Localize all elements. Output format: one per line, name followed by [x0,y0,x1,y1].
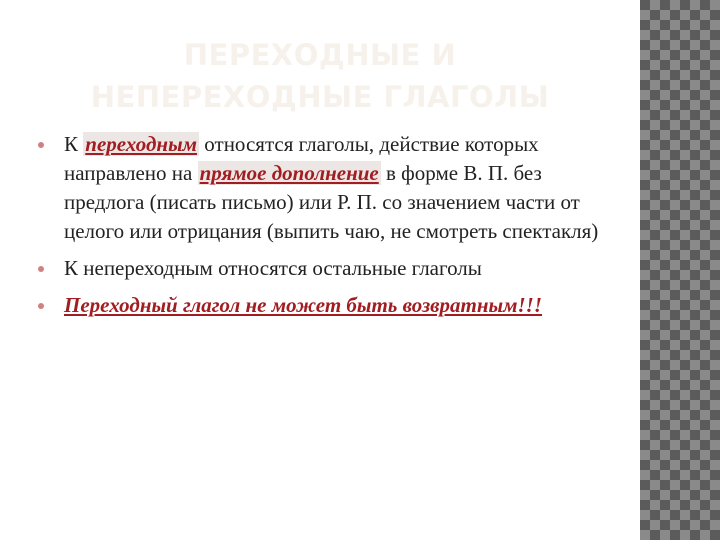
decorative-pattern-strip [640,0,720,540]
highlight-term-transitive: переходным [85,132,198,156]
item-text: К непереходным относятся остальные глаголы [64,256,482,280]
item-text: К [64,132,84,156]
bullet-list [38,130,618,328]
bullet-icon [38,266,44,272]
title-line-1: ПЕРЕХОДНЫЕ И [183,38,457,72]
title-line-2: НЕПЕРЕХОДНЫЕ ГЛАГОЛЫ [90,80,550,114]
highlight-rule: Переходный глагол не может быть возвратным!!! [64,293,543,317]
list-item [38,254,618,283]
item-text: относятся глаголы, действие которых направлено на [64,132,539,185]
highlight-term-direct-object: прямое дополнение [199,161,379,185]
item-text: в форме В. П. без предлога (писать письмо) или Р. П. со значением части от целого или отрицания (выпить чаю, не смотреть спектакля) [64,161,599,243]
bullet-icon [38,142,44,148]
bullet-icon [38,303,44,309]
slide-title [20,34,620,118]
list-item [38,291,618,320]
list-item [38,130,618,246]
